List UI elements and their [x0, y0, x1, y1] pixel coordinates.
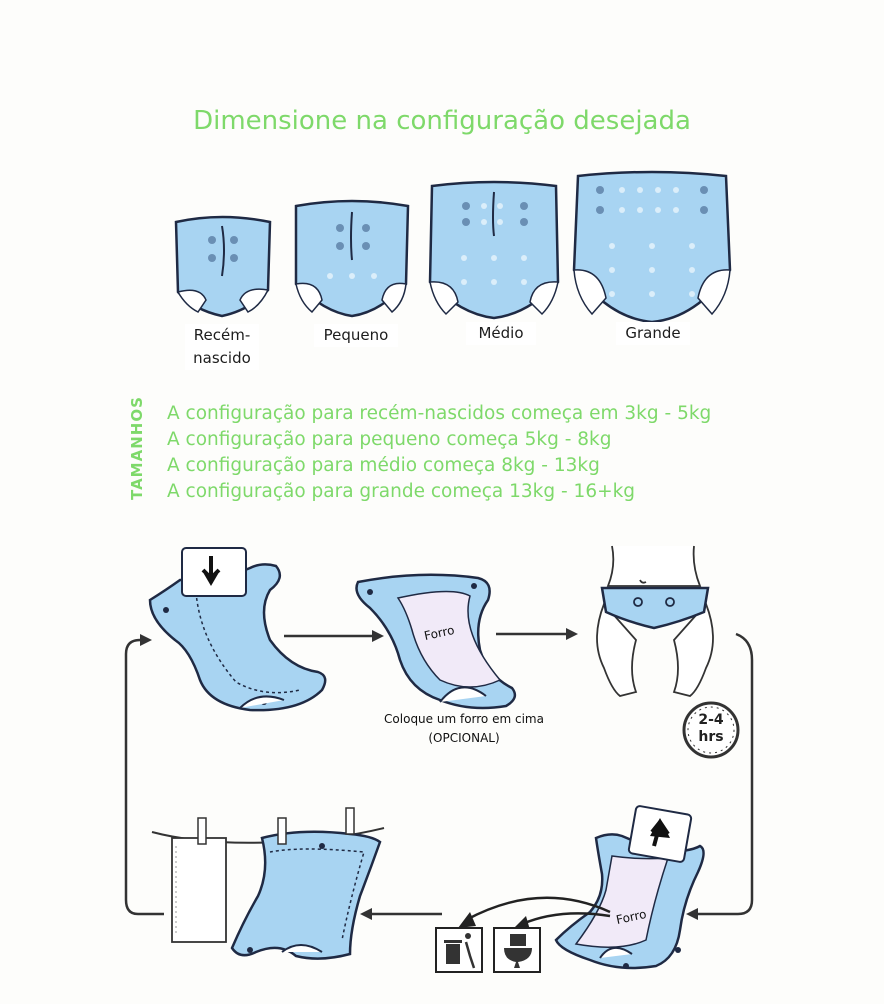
arrow-step1-to-step2	[284, 630, 384, 642]
arrow-right-loop-head	[686, 908, 698, 920]
arrow-right-loop	[698, 634, 752, 914]
diaper-newborn-illustration	[176, 217, 270, 316]
size-label-medium: Médio	[466, 322, 536, 345]
step-remove-liner-illustration	[556, 806, 704, 969]
timer-text-line2: hrs	[698, 729, 724, 745]
timer-text-line1: 2-4	[698, 712, 724, 728]
arrow-left-loop	[126, 640, 164, 914]
liner-caption-line1: Coloque um forro em cima	[384, 712, 544, 726]
arrow-left-loop-head	[140, 634, 152, 646]
step-baby-wearing-illustration	[597, 546, 713, 696]
step-insert-pad-illustration	[150, 548, 325, 710]
size-line-newborn: A configuração para recém-nascidos começa em 3kg - 5kg	[167, 403, 712, 424]
liner-label-step4: Forro	[614, 906, 648, 928]
size-line-small: A configuração para pequeno começa 5kg - 8kg	[167, 429, 612, 450]
liner-label-step2: Forro	[422, 622, 456, 644]
size-line-large: A configuração para grande começa 13kg - 16+kg	[167, 481, 636, 502]
arrow-to-trash-head	[458, 912, 476, 928]
diaper-medium-illustration	[430, 182, 558, 318]
toilet-icon	[494, 928, 540, 972]
size-line-medium: A configuração para médio começa 8kg - 13kg	[167, 455, 600, 476]
sizes-vertical-label: TAMANHOS	[128, 396, 146, 500]
timer-text	[692, 712, 730, 746]
step-add-liner-illustration	[357, 575, 515, 708]
liner-caption	[364, 710, 564, 748]
trash-bin-icon	[436, 928, 482, 972]
step-drying-illustration	[152, 808, 384, 959]
size-label-newborn-line2: nascido	[193, 349, 251, 367]
size-label-newborn	[185, 324, 259, 370]
diaper-small-illustration	[296, 201, 408, 316]
arrow-to-laundry	[360, 908, 442, 920]
size-label-large: Grande	[616, 322, 690, 345]
size-label-newborn-line1: Recém-	[193, 326, 251, 344]
liner-caption-line2: (OPCIONAL)	[428, 731, 500, 745]
page-title: Dimensione na configuração desejada	[193, 106, 691, 136]
size-label-small: Pequeno	[314, 324, 398, 347]
arrow-step2-to-step3	[496, 628, 578, 640]
